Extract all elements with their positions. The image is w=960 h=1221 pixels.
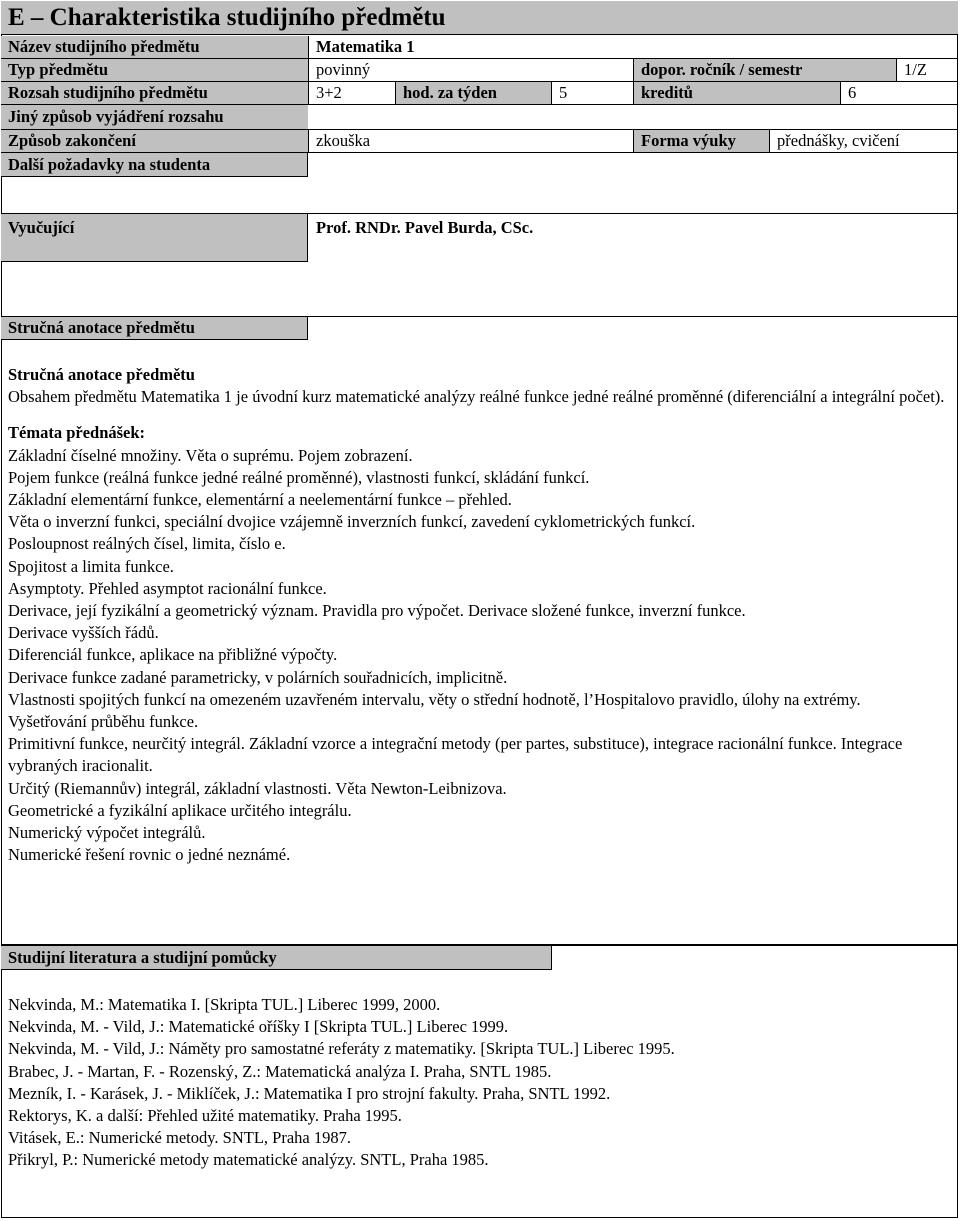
vyucujici-value: Prof. RNDr. Pavel Burda, CSc. <box>316 218 534 237</box>
topic-item: Numerické řešení rovnic o jedné neznámé. <box>8 845 291 865</box>
literatura-item: Brabec, J. - Martan, F. - Rozenský, Z.: Matematická analýza I. Praha, SNTL 1985. <box>8 1061 552 1081</box>
literatura-item: Vitásek, E.: Numerické metody. SNTL, Praha 1987. <box>8 1128 351 1148</box>
anotace-heading: Stručná anotace předmětu <box>8 365 195 384</box>
rocnik-value: 1/Z <box>904 60 927 79</box>
forma-value: přednášky, cvičení <box>777 131 900 150</box>
topic-item: Spojitost a limita funkce. <box>8 556 174 576</box>
topic-item: Pojem funkce (reálná funkce jedné reálné proměnné), vlastnosti funkcí, skládání funkcí. <box>8 467 590 487</box>
nazev-label: Název studijního předmětu <box>8 37 200 56</box>
typ-value: povinný <box>316 60 371 79</box>
page-title: E – Charakteristika studijního předmětu <box>1 1 958 35</box>
literatura-item: Nekvinda, M.: Matematika I. [Skripta TUL.] Liberec 1999, 2000. <box>8 995 441 1014</box>
literatura-list <box>8 994 948 1172</box>
topic-item: Derivace, její fyzikální a geometrický význam. Pravidla pro výpočet. Derivace složené funkce, inverzní funkce. <box>8 601 746 621</box>
literatura-item: Nekvinda, M. - Vild, J.: Matematické oříšky I [Skripta TUL.] Liberec 1999. <box>8 1017 509 1037</box>
vyucujici-label: Vyučující <box>8 218 75 237</box>
typ-label: Typ předmětu <box>8 60 109 79</box>
zpusob-value: zkouška <box>316 131 371 150</box>
topic-item: Základní číselné množiny. Věta o suprému. Pojem zobrazení. <box>8 445 413 465</box>
rozsah-value: 3+2 <box>316 83 342 102</box>
hod-label: hod. za týden <box>403 83 497 102</box>
topic-item: Základní elementární funkce, elementární a neelementární funkce – přehled. <box>8 490 512 510</box>
literatura-item: Nekvinda, M. - Vild, J.: Náměty pro samostatné referáty z matematiky. [Skripta TUL.] Liberec 1995. <box>8 1039 675 1059</box>
literatura-item: Rektorys, K. a další: Přehled užité matematiky. Praha 1995. <box>8 1106 402 1126</box>
topics-heading: Témata přednášek: <box>8 423 146 443</box>
topic-item: Diferenciál funkce, aplikace na přibližné výpočty. <box>8 645 338 665</box>
literatura-item: Mezník, I. - Karásek, J. - Miklíček, J.: Matematika I pro strojní fakulty. Praha, SNTL 1992. <box>8 1083 611 1103</box>
anotace-section <box>8 364 948 866</box>
topic-item: Vyšetřování průběhu funkce. <box>8 712 199 732</box>
topic-item: Vlastnosti spojitých funkcí na omezeném uzavřeném intervalu, věty o střední hodnotě, l’Hospitalovo pravidlo, úlohy na extrémy. <box>8 689 861 709</box>
topic-item: Posloupnost reálných čísel, limita, číslo e. <box>8 534 286 554</box>
topics-list <box>8 445 948 867</box>
kredity-value: 6 <box>848 83 857 102</box>
topic-item: Numerický výpočet integrálů. <box>8 823 206 843</box>
literatura-label: Studijní literatura a studijní pomůcky <box>8 948 277 967</box>
divider <box>1 58 958 59</box>
rozsah-label: Rozsah studijního předmětu <box>8 83 208 102</box>
topic-item: Geometrické a fyzikální aplikace určitého integrálu. <box>8 800 352 820</box>
topic-item: Derivace vyšších řádů. <box>8 623 159 643</box>
topic-item: Primitivní funkce, neurčitý integrál. Základní vzorce a integrační metody (per partes, substituce), integrace racionální funkce. Integrace vybraných iracionalit. <box>8 734 903 776</box>
kredity-label: kreditů <box>641 83 693 102</box>
topic-item: Věta o inverzní funkci, speciální dvojice vzájemně inverzních funkcí, zavedení cyklometrických funkcí. <box>8 512 696 532</box>
topic-item: Asymptoty. Přehled asymptot racionální funkce. <box>8 578 327 598</box>
literatura-item: Přikryl, P.: Numerické metody matematické analýzy. SNTL, Praha 1985. <box>8 1150 489 1170</box>
jiny-label: Jiný způsob vyjádření rozsahu <box>8 107 224 126</box>
hod-value: 5 <box>559 83 568 102</box>
dalsi-label: Další požadavky na studenta <box>8 155 211 174</box>
divider <box>1 152 958 153</box>
nazev-value: Matematika 1 <box>316 37 415 56</box>
zpusob-label: Způsob zakončení <box>8 131 136 150</box>
anotace-label: Stručná anotace předmětu <box>8 318 195 337</box>
forma-label: Forma výuky <box>641 131 736 150</box>
anotace-text: Obsahem předmětu Matematika 1 je úvodní kurz matematické analýzy reálné funkce jedné reálné proměnné (diferenciální a integrální počet). <box>8 387 945 407</box>
topic-item: Derivace funkce zadané parametricky, v polárních souřadnicích, implicitně. <box>8 667 508 687</box>
topic-item: Určitý (Riemannův) integrál, základní vlastnosti. Věta Newton-Leibnizova. <box>8 778 507 798</box>
rocnik-label: dopor. ročník / semestr <box>641 60 803 79</box>
spacer <box>8 408 948 422</box>
divider <box>1 104 958 105</box>
